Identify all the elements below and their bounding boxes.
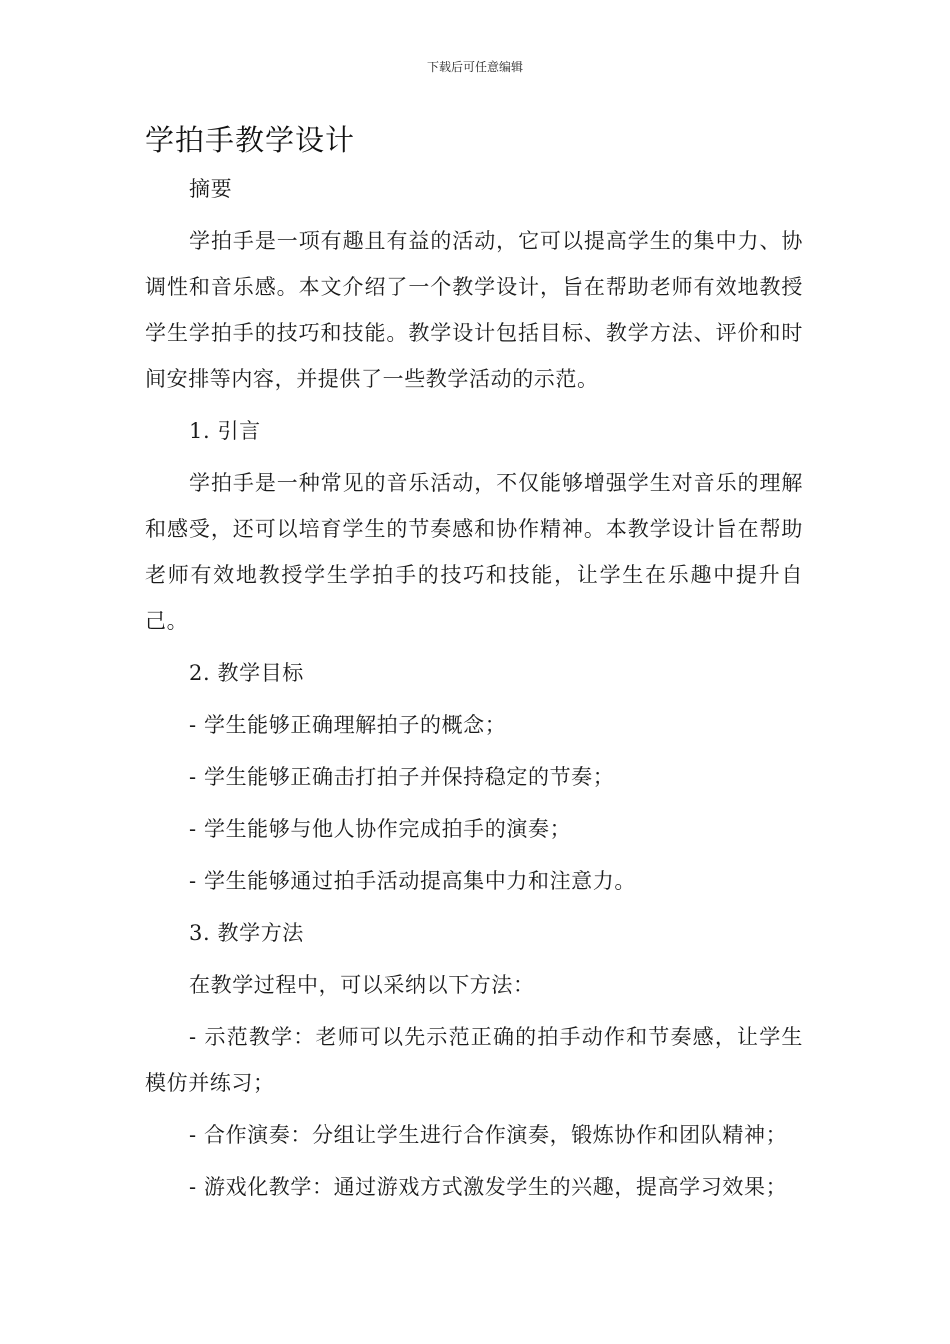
section-2-heading: 2. 教学目标	[189, 661, 304, 685]
document-title: 学拍手教学设计	[145, 123, 356, 157]
section-3-heading: 3. 教学方法	[189, 921, 304, 945]
method-item: - 示范教学：老师可以先示范正确的拍手动作和节奏感，让学生模仿并练习；	[145, 1025, 803, 1095]
abstract-heading: 摘要	[189, 177, 233, 201]
page-header: 下载后可任意编辑	[426, 60, 523, 74]
section-3-intro: 在教学过程中，可以采纳以下方法：	[189, 973, 535, 997]
objective-item: - 学生能够正确理解拍子的概念；	[189, 713, 507, 737]
objective-item: - 学生能够与他人协作完成拍手的演奏；	[189, 817, 572, 841]
section-1-heading: 1. 引言	[189, 419, 261, 443]
method-item: - 合作演奏：分组让学生进行合作演奏，锻炼协作和团队精神；	[189, 1123, 788, 1147]
method-item: - 游戏化教学：通过游戏方式激发学生的兴趣，提高学习效果；	[189, 1175, 788, 1199]
abstract-text: 学拍手是一项有趣且有益的活动，它可以提高学生的集中力、协调性和音乐感。本文介绍了一个教学设计，旨在帮助老师有效地教授学生学拍手的技巧和技能。教学设计包括目标、教学方法、评价和时间安排等内容，并提供了一些教学活动的示范。	[145, 229, 803, 391]
section-1-text: 学拍手是一种常见的音乐活动，不仅能够增强学生对音乐的理解和感受，还可以培育学生的节奏感和协作精神。本教学设计旨在帮助老师有效地教授学生学拍手的技巧和技能，让学生在乐趣中提升自己。	[145, 471, 803, 633]
document-body	[145, 166, 803, 1216]
objective-item: - 学生能够通过拍手活动提高集中力和注意力。	[189, 869, 636, 893]
objective-item: - 学生能够正确击打拍子并保持稳定的节奏；	[189, 765, 615, 789]
